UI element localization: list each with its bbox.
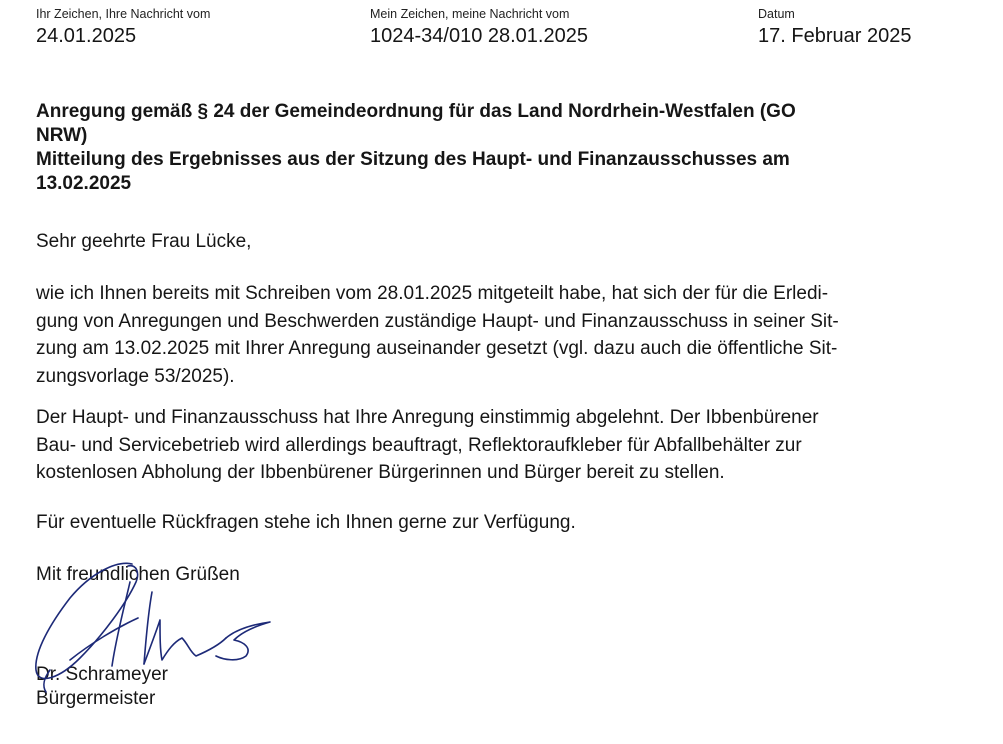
reference-label: Datum [758, 7, 795, 21]
reference-your-sign [36, 6, 210, 48]
subject-line: Mitteilung des Ergebnisses aus der Sitzung des Haupt- und Finanzausschusses am [36, 149, 790, 170]
reference-value: 24.01.2025 [36, 25, 137, 47]
paragraph-line: gung von Anregungen und Beschwerden zuständige Haupt- und Finanzausschuss in seiner Sit- [36, 310, 839, 332]
signatory-title: Bürgermeister [36, 688, 156, 709]
paragraph-line: wie ich Ihnen bereits mit Schreiben vom 28.01.2025 mitgeteilt habe, hat sich der für die Erledi- [36, 283, 829, 304]
paragraph-line: kostenlosen Abholung der Ibbenbürener Bürgerinnen und Bürger bereit zu stellen. [36, 462, 725, 483]
subject-line: 13.02.2025 [36, 173, 132, 194]
subject-heading [36, 100, 966, 196]
subject-line: NRW) [36, 125, 88, 146]
closing-phrase: Mit freundlichen Grüßen [36, 564, 240, 585]
paragraph-line: zung am 13.02.2025 mit Ihrer Anregung auseinander gesetzt (vgl. dazu auch die öffentliche Sit- [36, 338, 838, 359]
reference-date [758, 6, 911, 48]
handwritten-signature [20, 552, 290, 702]
signatory-name: Dr. Schrameyer [36, 664, 168, 685]
paragraph-line: Bau- und Servicebetrieb wird allerdings beauftragt, Reflektoraufkleber für Abfallbehälter zur [36, 434, 802, 456]
paragraph-2 [36, 404, 971, 487]
salutation: Sehr geehrte Frau Lücke, [36, 231, 252, 252]
subject-line: Anregung gemäß § 24 der Gemeindeordnung für das Land Nordrhein-Westfalen (GO [36, 101, 796, 122]
reference-value: 17. Februar 2025 [758, 25, 912, 47]
reference-label: Ihr Zeichen, Ihre Nachricht vom [36, 7, 211, 21]
paragraph-line: Der Haupt- und Finanzausschuss hat Ihre Anregung einstimmig abgelehnt. Der Ibbenbürener [36, 407, 819, 428]
paragraph-3: Für eventuelle Rückfragen stehe ich Ihnen gerne zur Verfügung. [36, 512, 576, 533]
reference-label: Mein Zeichen, meine Nachricht vom [370, 7, 570, 21]
reference-value: 1024-34/010 28.01.2025 [370, 25, 588, 47]
paragraph-1 [36, 280, 971, 390]
reference-my-sign [370, 6, 588, 48]
paragraph-line: zungsvorlage 53/2025). [36, 365, 235, 387]
